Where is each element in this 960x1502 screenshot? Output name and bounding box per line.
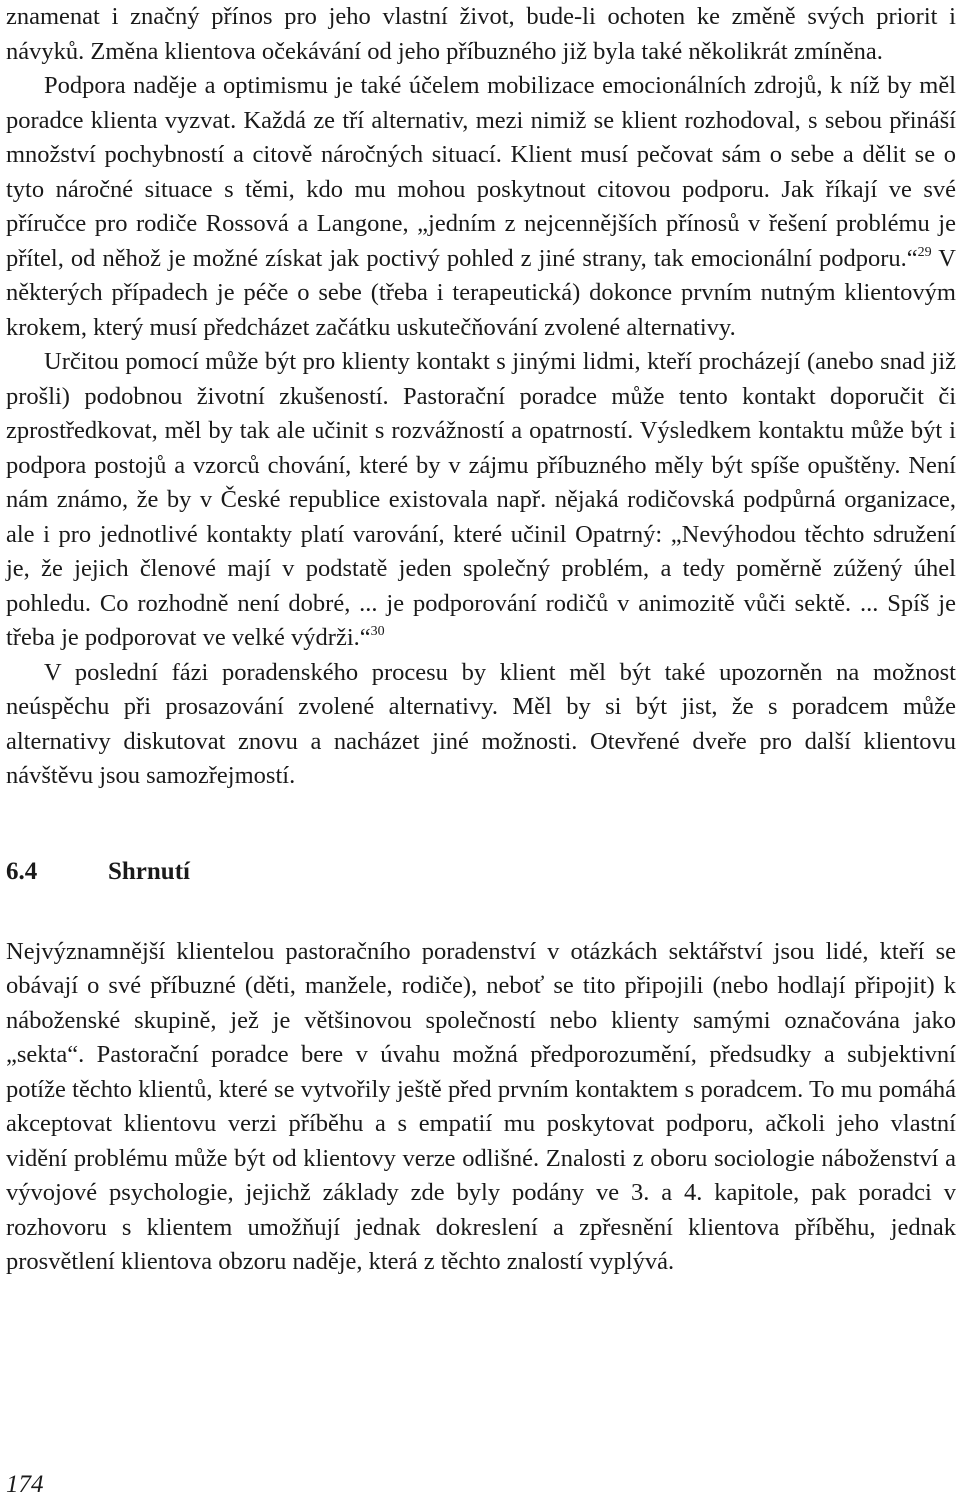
page-body bbox=[6, 0, 956, 1280]
paragraph-text: znamenat i značný přínos pro jeho vlastní život, bude-li ochoten ke změně svých priorit i návyků. Změna klientova očekávání od jeho příbuzného již byla také několikrát zmíněna. bbox=[6, 3, 956, 65]
paragraph bbox=[6, 345, 956, 656]
paragraph bbox=[6, 656, 956, 794]
paragraph-text: Podpora naděje a optimismu je také účelem mobilizace emocionálních zdrojů, k níž by měl poradce klienta vyzvat. Každá ze tří alternativ, mezi nimiž se klient rozhodoval, s sebou přináší množství pochybností a citově náročných situací. Klient musí pečovat sám o sebe a dělit se o tyto náročné situace s těmi, kdo mu mohou poskytnout citovou podporu. Jak říkají ve své příručce pro rodiče Rossová a Langone, „jedním z nejcennějších přínosů v řešení problému je přítel, od něhož je možné získat jak poctivý pohled z jiné strany, tak emocionální podporu.“ bbox=[6, 72, 956, 272]
paragraph-text: Určitou pomocí může být pro klienty kontakt s jinými lidmi, kteří procházejí (anebo snad již prošli) podobnou životní zkušeností. Pastorační poradce může tento kontakt doporučit či zprostředkovat, měl by tak ale učinit s rozvážností a opatrností. Výsledkem kontaktu může být i podpora postojů a vzorců chování, které by v zájmu příbuzného měly být spíše opuštěny. Není nám známo, že by v České republice existovala např. nějaká rodičovská podpůrná organizace, ale i pro jednotlivé kontakty platí varování, které učinil Opatrný: „Nevýhodou těchto sdružení je, že jejich členové mají v podstatě jeden společný problém, a tedy poměrně zúžený úhel pohledu. Co rozhodně není dobré, ... je podporování rodičů v animozitě vůči sektě. ... Spíš je třeba je podporovat ve velké výdrži.“ bbox=[6, 348, 956, 651]
body-text-bottom bbox=[6, 935, 956, 1280]
paragraph-text: V některých případech je péče o sebe (třeba i terapeutická) dokonce prvním nutným klientovým krokem, který musí předcházet začátku uskutečňování zvolené alternativy. bbox=[6, 244, 956, 341]
section-heading bbox=[6, 855, 956, 889]
section-title: Shrnutí bbox=[108, 857, 190, 885]
section-number: 6.4 bbox=[6, 857, 38, 885]
body-text-top bbox=[6, 0, 956, 794]
paragraph-text: V poslední fázi poradenského procesu by klient měl být také upozorněn na možnost neúspěchu při prosazování zvolené alternativy. Měl by si být jist, že s poradcem může alternativy diskutovat znovu a nacházet jiné možnosti. Otevřené dveře pro další klientovu návštěvu jsou samozřejmostí. bbox=[6, 658, 956, 789]
footnote-reference: 29 bbox=[917, 244, 932, 260]
paragraph bbox=[6, 69, 956, 345]
paragraph-text: Nejvýznamnější klientelou pastoračního poradenství v otázkách sektářství jsou lidé, kteří se obávají o své příbuzné (děti, manžele, rodiče), neboť se tito připojili (nebo hodlají připojit) k náboženské skupině, jež je většinovou společností nebo klienty samými označována jako „sekta“. Pastorační poradce bere v úvahu možná předporozumění, předsudky a subjektivní potíže těchto klientů, které se vytvořily ještě před prvním kontaktem s poradcem. To mu pomáhá akceptovat klientovu verzi příběhu a s empatií mu poskytovat podporu, ačkoli jeho vlastní vidění problému může být od klientovy verze odlišné. Znalosti z oboru sociologie náboženství a vývojové psychologie, jejichž základy zde byly podány ve 3. a 4. kapitole, pak poradci v rozhovoru s klientem umožňují jednak dokreslení a zpřesnění klientova příběhu, jednak prosvětlení klientova obzoru naděje, která z těchto znalostí vyplývá. bbox=[6, 937, 956, 1275]
page-number: 174 bbox=[6, 1471, 44, 1498]
paragraph bbox=[6, 935, 956, 1280]
paragraph bbox=[6, 0, 956, 69]
footnote-reference: 30 bbox=[370, 624, 385, 639]
